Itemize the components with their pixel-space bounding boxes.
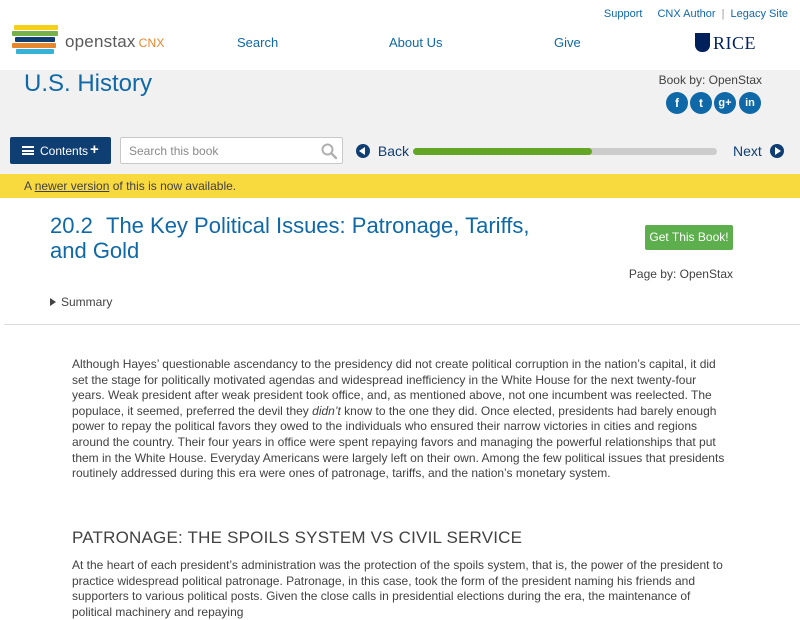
google-plus-icon[interactable]: g+ — [714, 92, 736, 114]
plus-icon: + — [90, 141, 99, 158]
notice-prefix: A — [24, 179, 35, 193]
twitter-icon[interactable]: t — [690, 92, 712, 114]
newer-version-link[interactable]: newer version — [34, 179, 110, 193]
facebook-icon[interactable]: f — [666, 92, 688, 114]
section-title: The Key Political Issues: Patronage, Tariffs, and Gold — [50, 213, 530, 263]
search-input[interactable] — [129, 142, 314, 160]
nav-search-link[interactable]: Search — [237, 35, 279, 50]
logo-wordmark — [65, 32, 165, 52]
content-paragraph — [72, 357, 732, 482]
summary-label: Summary — [61, 295, 113, 309]
rice-logo[interactable] — [695, 32, 755, 54]
book-title-band — [0, 70, 800, 128]
cnx-author-link[interactable]: CNX Author — [657, 8, 716, 20]
notice-suffix: of this is now available. — [109, 179, 237, 193]
logo-suffix: CNX — [138, 36, 165, 50]
summary-toggle[interactable] — [50, 295, 112, 309]
content-paragraph: At the heart of each president’s administration was the protection of the spoils system, that is, the power of the president to practice widespread political patronage. Patronage, in this case, took the form of the president naming his friends and supporters to various political posts. Given the close calls in presidential elections during the era, the maintenance of political machinery and repaying — [72, 558, 723, 619]
reading-progress-bar — [413, 148, 717, 155]
linkedin-icon[interactable]: in — [739, 92, 761, 114]
book-author: Book by: OpenStax — [658, 73, 762, 87]
link-separator: | — [721, 8, 725, 20]
chevron-left-circle-icon — [356, 144, 370, 158]
section-number: 20.2 — [50, 213, 93, 238]
nav-about-link[interactable]: About Us — [389, 35, 443, 50]
book-title[interactable]: U.S. History — [24, 70, 153, 97]
contents-label: Contents — [40, 144, 89, 158]
back-label: Back — [377, 143, 410, 159]
page-author: Page by: OpenStax — [628, 267, 733, 281]
book-toolbar — [0, 128, 800, 174]
legacy-site-link[interactable]: Legacy Site — [730, 8, 788, 20]
next-button[interactable] — [733, 143, 784, 159]
reading-progress-fill — [413, 148, 592, 155]
logo-text: openstax — [65, 32, 136, 51]
support-link[interactable]: Support — [603, 8, 643, 20]
hamburger-icon — [22, 146, 34, 155]
next-label: Next — [733, 143, 762, 159]
search-icon[interactable] — [321, 143, 337, 159]
paragraph-text-part: Although Hayes’ questionable ascendancy to the presidency did not create political corruption in the nation’s capital, it did set the stage for politically motivated agendas and widespread inefficiency in the White House for the next twenty-four years. Weak president after weak president took office, and, as mentioned above, not one incumbent was reelected. The populace, it seemed, preferred the devil they — [72, 357, 716, 418]
openstax-stack-icon — [12, 25, 58, 55]
utility-links: Support | CNX Author | Legacy Site — [603, 8, 788, 20]
back-button[interactable] — [356, 143, 409, 159]
rice-shield-icon — [695, 33, 710, 52]
book-search — [120, 137, 343, 164]
nav-give-link[interactable]: Give — [554, 35, 581, 50]
openstax-logo[interactable] — [12, 25, 172, 55]
get-this-book-button[interactable]: Get This Book! — [645, 225, 733, 250]
rice-wordmark: RICE — [713, 33, 757, 53]
chevron-right-circle-icon — [770, 144, 784, 158]
triangle-right-icon — [50, 298, 56, 306]
emphasis-text: didn’t — [312, 403, 341, 418]
site-header — [0, 0, 800, 70]
section-heading: PATRONAGE: THE SPOILS SYSTEM VS CIVIL SERVICE — [72, 528, 523, 547]
notice-text — [24, 179, 236, 193]
contents-button[interactable] — [10, 137, 111, 164]
divider — [4, 324, 800, 325]
paragraph-text-part: know to the one they did. Once elected, presidents had barely enough power to repay the political favors they owed to the individuals who ensured their narrow victories in cities and regions around the country. Their four years in office were spent repaying favors and managing the powerful relationships that put them in the White House. Everyday Americans were largely left on their own. Among the few political issues that presidents routinely addressed during this era were ones of patronage, tariffs, and the nation’s monetary system. — [72, 403, 725, 481]
newer-version-notice — [0, 174, 800, 198]
